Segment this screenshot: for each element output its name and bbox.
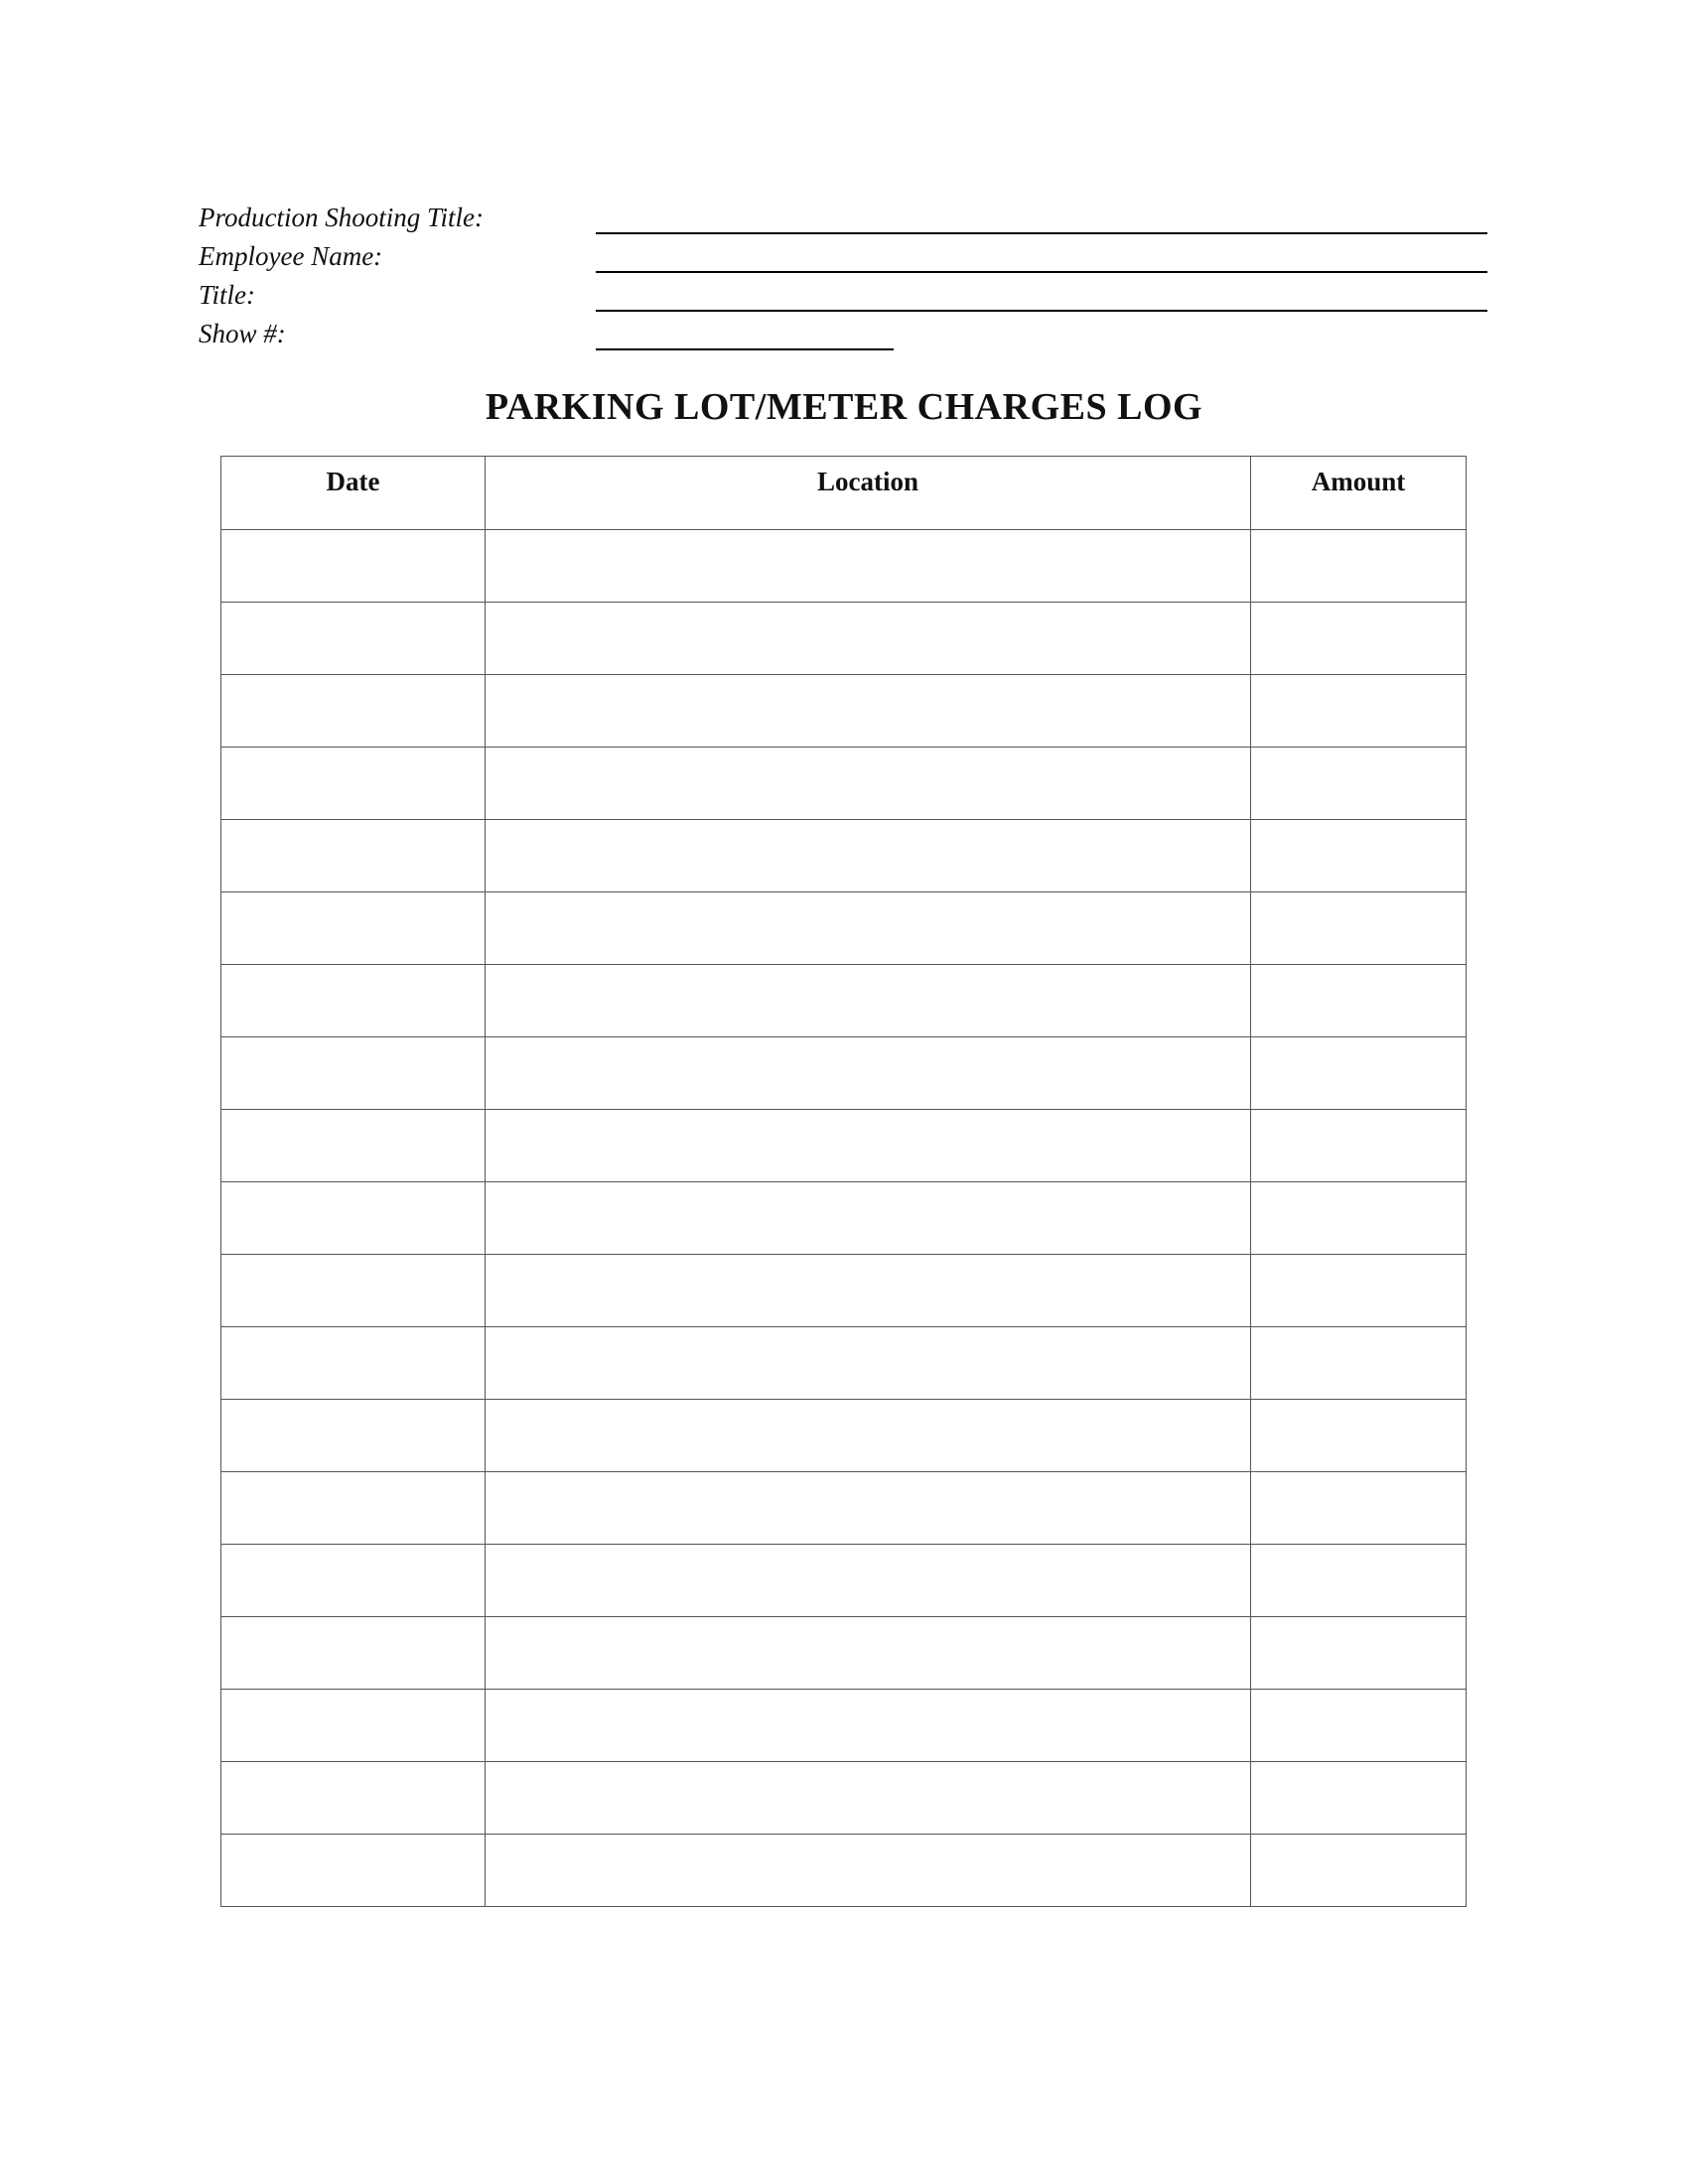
location-cell[interactable] bbox=[486, 1690, 1251, 1762]
date-cell[interactable] bbox=[221, 675, 486, 748]
table-row bbox=[221, 1690, 1467, 1762]
date-cell[interactable] bbox=[221, 1472, 486, 1545]
amount-cell[interactable] bbox=[1251, 675, 1467, 748]
table-row bbox=[221, 675, 1467, 748]
table-row bbox=[221, 1182, 1467, 1255]
table-row bbox=[221, 1762, 1467, 1835]
field-employee-name bbox=[199, 237, 1489, 277]
table-row bbox=[221, 965, 1467, 1037]
column-header-amount: Amount bbox=[1251, 457, 1467, 530]
amount-cell[interactable] bbox=[1251, 965, 1467, 1037]
amount-cell[interactable] bbox=[1251, 1182, 1467, 1255]
location-cell[interactable] bbox=[486, 965, 1251, 1037]
location-cell[interactable] bbox=[486, 1545, 1251, 1617]
show-number-input[interactable] bbox=[596, 348, 894, 350]
title-input[interactable] bbox=[596, 310, 1487, 312]
date-cell[interactable] bbox=[221, 1037, 486, 1110]
location-cell[interactable] bbox=[486, 1182, 1251, 1255]
column-header-location: Location bbox=[486, 457, 1251, 530]
column-header-date: Date bbox=[221, 457, 486, 530]
field-label: Title: bbox=[199, 280, 256, 310]
amount-cell[interactable] bbox=[1251, 1690, 1467, 1762]
amount-cell[interactable] bbox=[1251, 1472, 1467, 1545]
amount-cell[interactable] bbox=[1251, 1400, 1467, 1472]
location-cell[interactable] bbox=[486, 1327, 1251, 1400]
table-header-row bbox=[221, 457, 1467, 530]
field-label: Production Shooting Title: bbox=[199, 203, 484, 232]
table-row bbox=[221, 1835, 1467, 1907]
date-cell[interactable] bbox=[221, 892, 486, 965]
date-cell[interactable] bbox=[221, 1400, 486, 1472]
location-cell[interactable] bbox=[486, 1835, 1251, 1907]
location-cell[interactable] bbox=[486, 1762, 1251, 1835]
date-cell[interactable] bbox=[221, 1255, 486, 1327]
location-cell[interactable] bbox=[486, 1617, 1251, 1690]
amount-cell[interactable] bbox=[1251, 820, 1467, 892]
table-row bbox=[221, 1110, 1467, 1182]
table-row bbox=[221, 1617, 1467, 1690]
location-cell[interactable] bbox=[486, 530, 1251, 603]
table-row bbox=[221, 748, 1467, 820]
field-label: Employee Name: bbox=[199, 241, 383, 271]
field-show-number bbox=[199, 315, 1489, 354]
date-cell[interactable] bbox=[221, 748, 486, 820]
date-cell[interactable] bbox=[221, 820, 486, 892]
table-row bbox=[221, 530, 1467, 603]
location-cell[interactable] bbox=[486, 748, 1251, 820]
table-row bbox=[221, 603, 1467, 675]
charges-log-table bbox=[220, 456, 1467, 1907]
table-row bbox=[221, 820, 1467, 892]
production-shooting-title-input[interactable] bbox=[596, 232, 1487, 234]
date-cell[interactable] bbox=[221, 1617, 486, 1690]
date-cell[interactable] bbox=[221, 1762, 486, 1835]
field-label: Show #: bbox=[199, 319, 286, 348]
location-cell[interactable] bbox=[486, 820, 1251, 892]
date-cell[interactable] bbox=[221, 603, 486, 675]
date-cell[interactable] bbox=[221, 1545, 486, 1617]
field-production-shooting-title bbox=[199, 199, 1489, 238]
amount-cell[interactable] bbox=[1251, 748, 1467, 820]
location-cell[interactable] bbox=[486, 1472, 1251, 1545]
location-cell[interactable] bbox=[486, 1110, 1251, 1182]
amount-cell[interactable] bbox=[1251, 1545, 1467, 1617]
document-title: PARKING LOT/METER CHARGES LOG bbox=[485, 386, 1203, 428]
table-row bbox=[221, 892, 1467, 965]
date-cell[interactable] bbox=[221, 1835, 486, 1907]
date-cell[interactable] bbox=[221, 1327, 486, 1400]
date-cell[interactable] bbox=[221, 1690, 486, 1762]
amount-cell[interactable] bbox=[1251, 1110, 1467, 1182]
location-cell[interactable] bbox=[486, 675, 1251, 748]
location-cell[interactable] bbox=[486, 1037, 1251, 1110]
date-cell[interactable] bbox=[221, 965, 486, 1037]
amount-cell[interactable] bbox=[1251, 1762, 1467, 1835]
location-cell[interactable] bbox=[486, 1255, 1251, 1327]
table-row bbox=[221, 1327, 1467, 1400]
amount-cell[interactable] bbox=[1251, 1327, 1467, 1400]
table-row bbox=[221, 1472, 1467, 1545]
amount-cell[interactable] bbox=[1251, 1255, 1467, 1327]
employee-name-input[interactable] bbox=[596, 271, 1487, 273]
table-row bbox=[221, 1400, 1467, 1472]
field-title bbox=[199, 276, 1489, 316]
date-cell[interactable] bbox=[221, 1182, 486, 1255]
amount-cell[interactable] bbox=[1251, 603, 1467, 675]
location-cell[interactable] bbox=[486, 603, 1251, 675]
location-cell[interactable] bbox=[486, 892, 1251, 965]
date-cell[interactable] bbox=[221, 530, 486, 603]
date-cell[interactable] bbox=[221, 1110, 486, 1182]
amount-cell[interactable] bbox=[1251, 1037, 1467, 1110]
amount-cell[interactable] bbox=[1251, 1835, 1467, 1907]
table-row bbox=[221, 1037, 1467, 1110]
amount-cell[interactable] bbox=[1251, 892, 1467, 965]
location-cell[interactable] bbox=[486, 1400, 1251, 1472]
amount-cell[interactable] bbox=[1251, 1617, 1467, 1690]
table-row bbox=[221, 1545, 1467, 1617]
table-body bbox=[221, 530, 1467, 1907]
table-row bbox=[221, 1255, 1467, 1327]
amount-cell[interactable] bbox=[1251, 530, 1467, 603]
